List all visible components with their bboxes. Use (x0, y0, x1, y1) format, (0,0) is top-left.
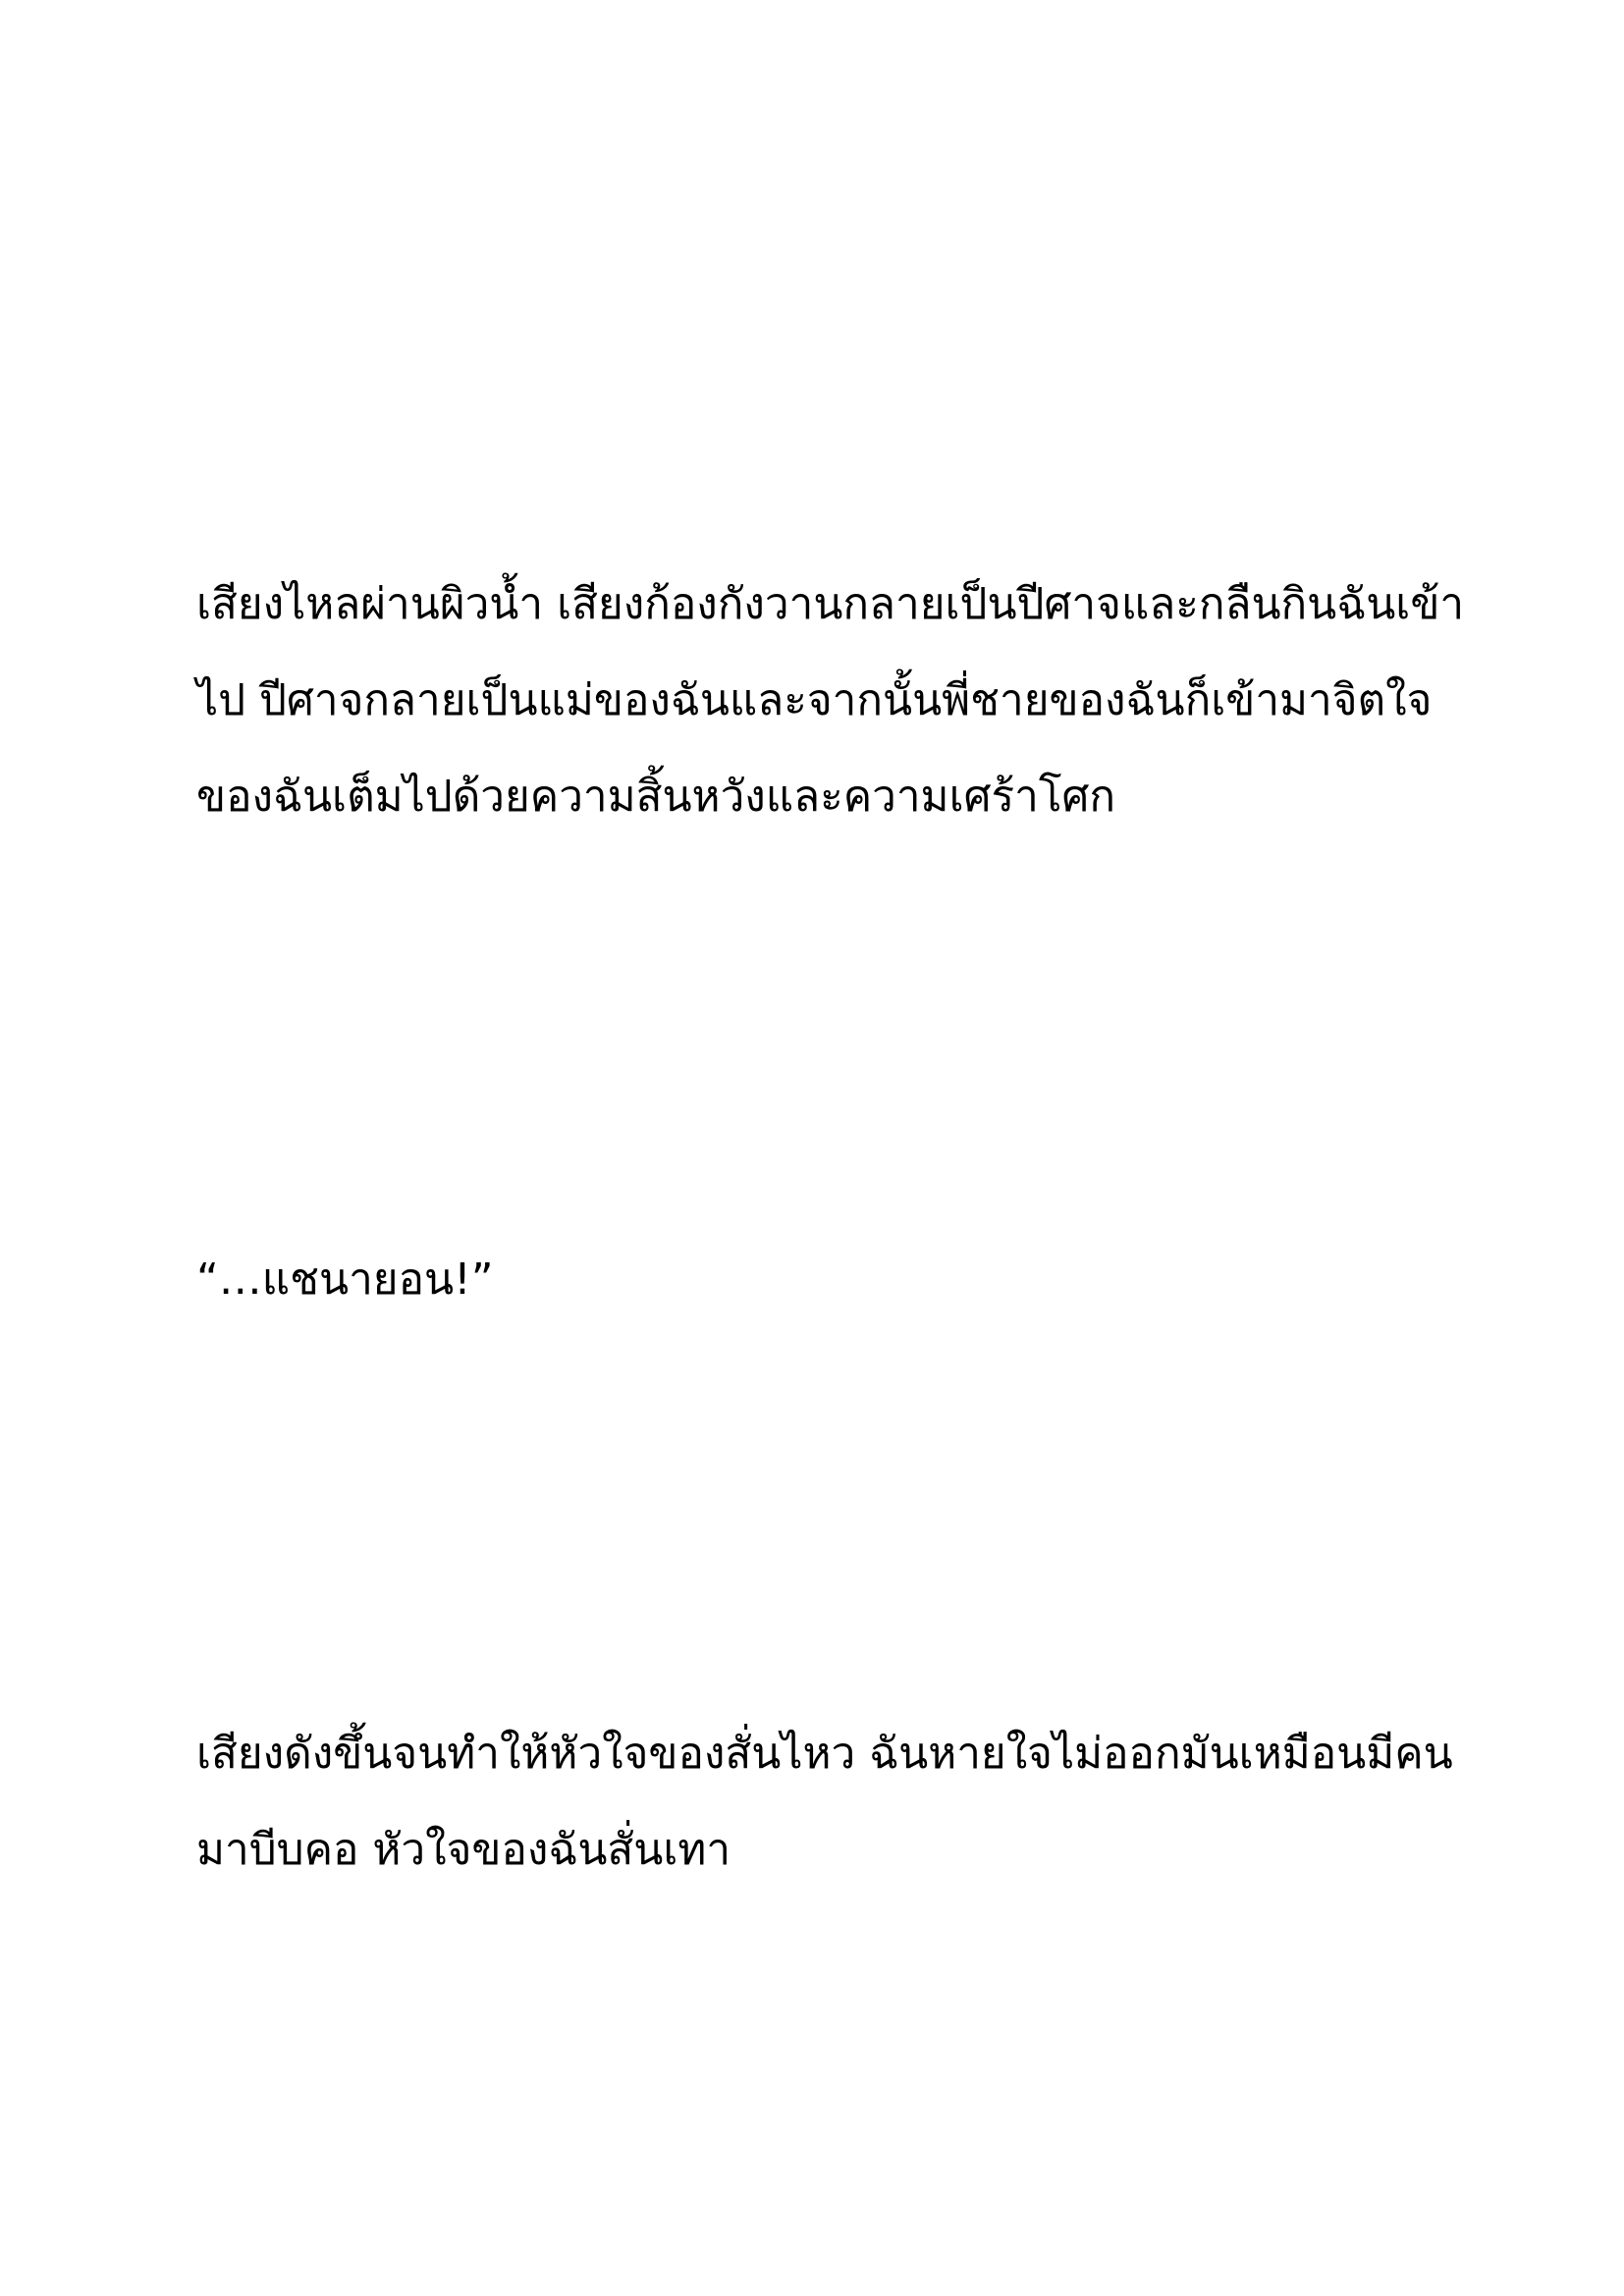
text-line: ไป ปีศาจกลายเป็นแม่ของฉันและจากนั้นพี่ชายของฉันก็เข้ามาจิตใจ (196, 675, 1433, 725)
paragraph-narration-2 (196, 1706, 1473, 1898)
text-line: ของฉันเต็มไปด้วยความสิ้นหวังและความเศร้าโศก (196, 772, 1116, 822)
paragraph-narration-1 (196, 557, 1473, 845)
paragraph-dialogue (196, 1232, 1473, 1328)
dialogue-line: “…แชนายอน!” (196, 1255, 494, 1305)
text-line: มาบีบคอ หัวใจของฉันสั่นเทา (196, 1825, 731, 1875)
text-line: เสียงไหลผ่านผิวน้ำ เสียงก้องกังวานกลายเป็นปีศาจและกลืนกินฉันเข้า (196, 579, 1465, 629)
text-line: เสียงดังขึ้นจนทำให้หัวใจของสั่นไหว ฉันหายใจไม่ออกมันเหมือนมีคน (196, 1729, 1453, 1779)
